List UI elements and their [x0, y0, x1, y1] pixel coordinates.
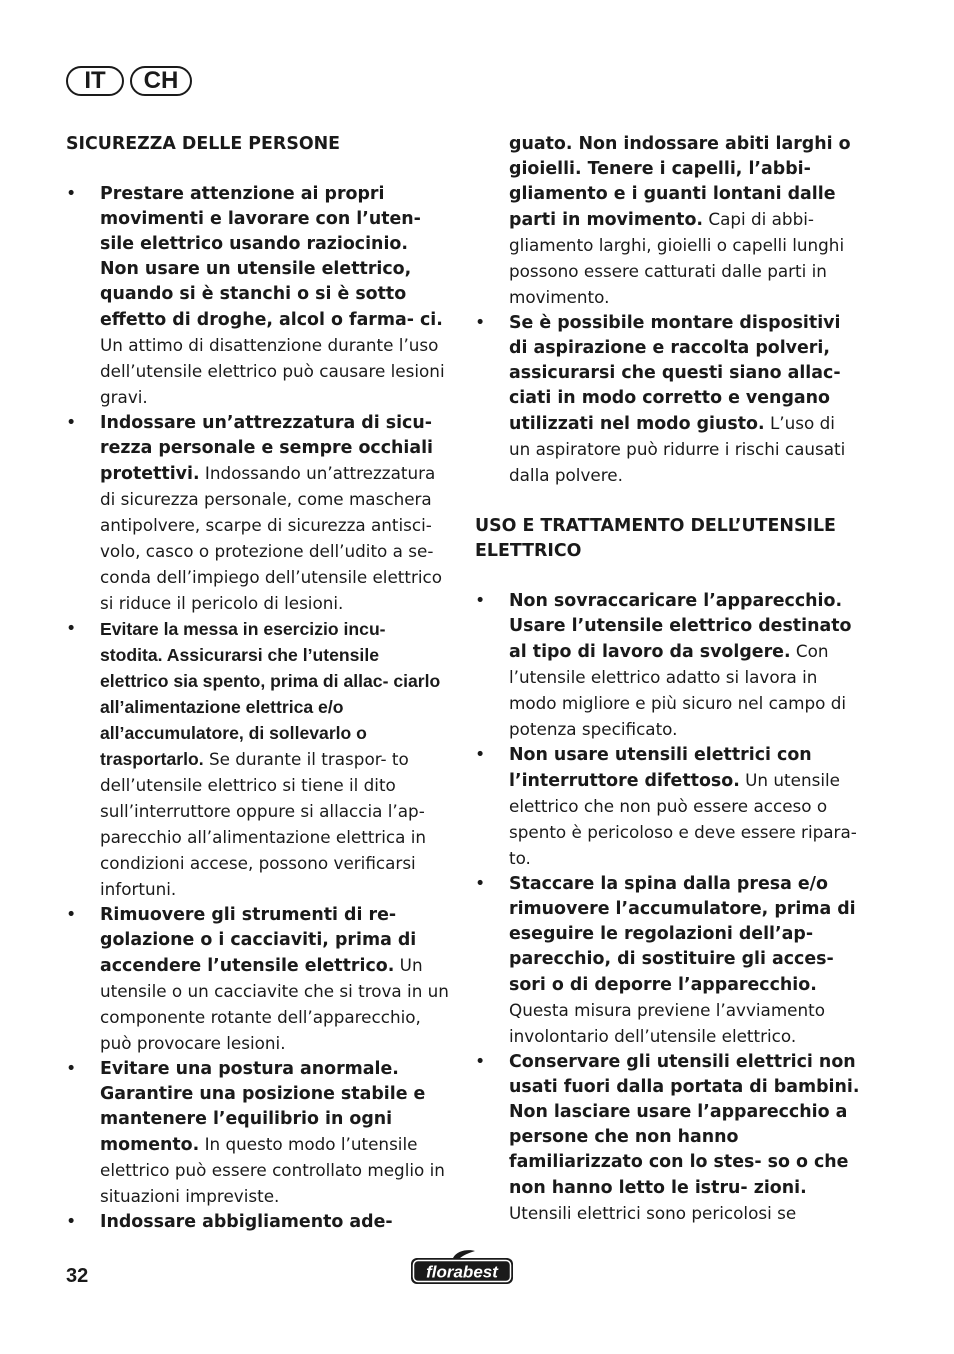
list-item — [475, 311, 861, 489]
item-normal-text: Se durante il traspor- to dell’utensile elettrico si tiene il dito sull’interruttore oppure si allaccia l’ap- parecchio all’alimentazione elettrica in condizioni accese, possono verificarsi infortuni. — [100, 749, 427, 899]
list-item — [66, 411, 450, 617]
bullet-icon: • — [475, 745, 486, 765]
item-bold-text: Se è possibile montare dispositivi di aspirazione e raccolta polveri, assicurarsi che questi siano allac- ciati in modo corretto e vengano utilizzati nel modo giusto. — [509, 313, 841, 434]
bullet-icon: • — [66, 413, 77, 433]
item-bold-text: Non usare utensili elettrici con l’interruttore difettoso. — [509, 745, 812, 791]
page-number: 32 — [66, 1265, 89, 1287]
left-column — [66, 132, 450, 1235]
bullet-icon: • — [66, 619, 77, 639]
section-heading-tool-use: USO E TRATTAMENTO DELL’UTENSILE ELETTRICO — [475, 516, 836, 561]
lang-badge-it: IT — [66, 66, 124, 96]
section-heading-personal-safety: SICUREZZA DELLE PERSONE — [66, 134, 341, 154]
bullet-icon: • — [66, 1212, 77, 1232]
item-bold-text: Rimuovere gli strumenti di re- golazione o i cacciaviti, prima di accendere l’utensile elettrico. — [100, 905, 417, 976]
item-normal-text: Un utensile o un cacciavite che si trova in un componente rotante dell’apparecchio, può provocare lesioni. — [100, 955, 449, 1053]
item-bold-text: Non sovraccaricare l’apparecchio. Usare l’utensile elettrico destinato al tipo di lavoro da svolgere. — [509, 591, 852, 662]
logo-text: florabest — [426, 1262, 498, 1282]
list-item — [475, 872, 861, 1050]
bullet-icon: • — [66, 1059, 77, 1079]
list-item — [475, 589, 861, 743]
item-bold-text: Indossare un’attrezzatura di sicu- rezza personale e sempre occhiali protettivi. — [100, 413, 434, 484]
bullet-icon: • — [475, 874, 486, 894]
item-normal-text: Capi di abbi- gliamento larghi, gioielli o capelli lunghi possono essere catturati dalle parti in movimento. — [509, 209, 845, 307]
item-normal-text: Indossando un’attrezzatura di sicurezza personale, come maschera antipolvere, scarpe di sicurezza antisci- volo, casco o protezione dell’udito a se- conda dell’impiego dell’utensile elettrico si riduce il pericolo di lesioni. — [100, 463, 442, 613]
item-bold-text: Indossare abbigliamento ade- — [100, 1212, 393, 1232]
bullet-icon: • — [475, 313, 486, 333]
item-normal-text: Questa misura previene l’avviamento involontario dell’utensile elettrico. — [509, 1000, 825, 1046]
item-bold-text: Prestare attenzione ai propri movimenti e lavorare con l’uten- sile elettrico usando raziocinio. Non usare un utensile elettrico, quando si è stanchi o si è sotto effetto di droghe, alcol o farma- ci. — [100, 184, 443, 330]
item-normal-text: Un utensile elettrico che non può essere acceso o spento è pericoloso e deve essere ripara- to. — [509, 770, 857, 868]
language-badges — [66, 66, 192, 96]
bullet-icon: • — [475, 1052, 486, 1072]
lang-badge-ch: CH — [130, 66, 192, 96]
florabest-logo — [409, 1249, 515, 1285]
item-normal-text: L’uso di un aspiratore può ridurre i rischi causati dalla polvere. — [509, 413, 846, 485]
list-item — [66, 903, 450, 1057]
item-bold-text: Evitare la messa in esercizio incu- stodita. Assicurarsi che l’utensile elettrico sia spento, prima di allac- ciarlo all’alimentazione elettrica e/o all’accumulatore, di sollevarlo o trasportarlo. — [100, 619, 441, 769]
item-bold-text: Conservare gli utensili elettrici non usati fuori dalla portata di bambini. Non lasciare usare l’apparecchio a persone che non hanno familiarizzato con lo stes- so o che non hanno letto le istru- zioni. — [509, 1052, 860, 1198]
item-normal-text: Utensili elettrici sono pericolosi se — [509, 1203, 797, 1223]
bullet-icon: • — [66, 905, 77, 925]
item-normal-text: In questo modo l’utensile elettrico può essere controllato meglio in situazioni impreviste. — [100, 1134, 445, 1206]
item-bold-text: guato. Non indossare abiti larghi o gioielli. Tenere i capelli, l’abbi- gliamento e i guanti lontani dalle parti in movimento. — [509, 134, 851, 230]
bullet-icon: • — [475, 591, 486, 611]
right-column — [475, 132, 861, 1227]
list-item — [475, 743, 861, 872]
list-item — [66, 182, 450, 411]
item-bold-text: Staccare la spina dalla presa e/o rimuovere l’accumulatore, prima di eseguire le regolazioni dell’ap- parecchio, di sostituire gli acces- sori o di deporre l’apparecchio. — [509, 874, 856, 995]
item-normal-text: Un attimo di disattenzione durante l’uso dell’utensile elettrico può causare lesioni gravi. — [100, 335, 445, 407]
list-item — [66, 617, 450, 903]
item-normal-text: Con l’utensile elettrico adatto si lavora in modo migliore e più sicuro nel campo di potenza specificato. — [509, 641, 847, 739]
list-item — [66, 1057, 450, 1210]
list-item — [66, 1210, 450, 1235]
bullet-icon: • — [66, 184, 77, 204]
list-item-continuation — [475, 132, 861, 311]
list-item — [475, 1050, 861, 1227]
item-bold-text: Evitare una postura anormale. Garantire una posizione stabile e mantenere l’equilibrio in ogni momento. — [100, 1059, 426, 1155]
